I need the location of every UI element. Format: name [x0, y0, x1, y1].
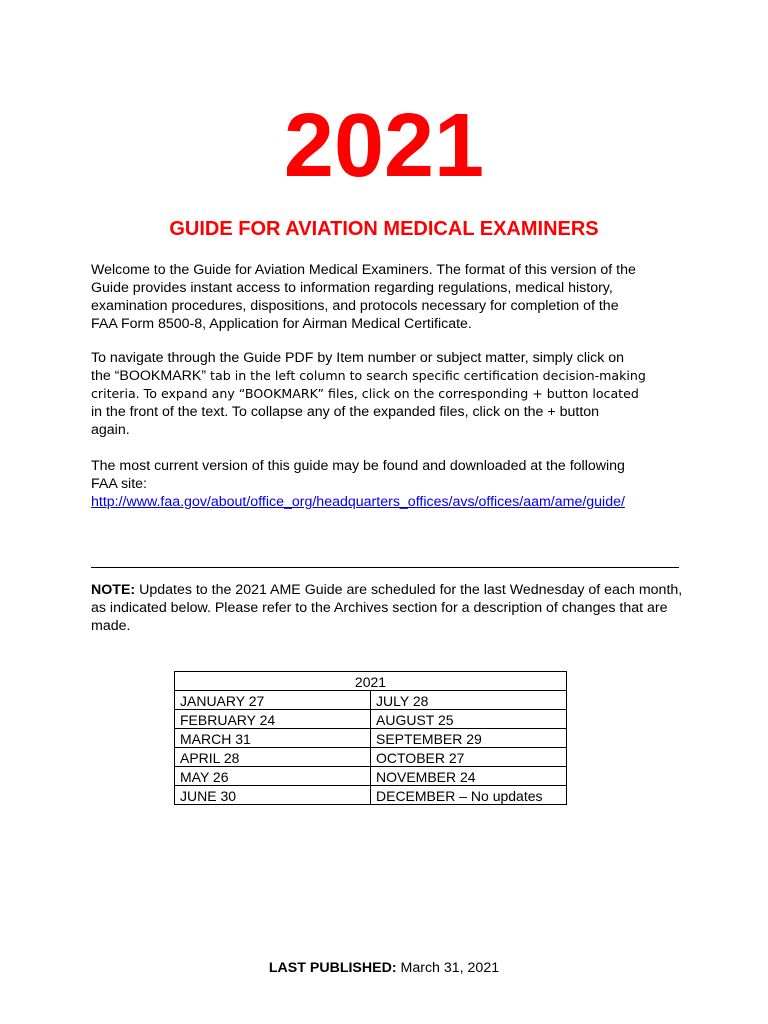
- text-line: criteria. To expand any “BOOKMARK” files, click on the corresponding + button located: [91, 386, 639, 401]
- table-header-year: 2021: [175, 672, 567, 691]
- last-published-line: [0, 959, 768, 977]
- document-year-heading: 2021: [283, 96, 485, 196]
- horizontal-divider: [91, 567, 679, 568]
- text-line: again.: [91, 422, 130, 438]
- text-fragment: tab in the left column to search specific certification decision-making: [210, 368, 646, 383]
- schedule-date-cell: JUNE 30: [175, 786, 371, 805]
- text-line: in the front of the text. To collapse any of the expanded files, click on the + button: [91, 404, 600, 420]
- table-row: [175, 786, 567, 805]
- intro-paragraph-welcome: [91, 261, 691, 333]
- update-note: [91, 581, 691, 635]
- schedule-date-cell: JULY 28: [371, 691, 567, 710]
- text-line: examination procedures, dispositions, and protocols necessary for completion of the: [91, 298, 619, 314]
- table-row: [175, 691, 567, 710]
- document-title: GUIDE FOR AVIATION MEDICAL EXAMINERS: [169, 218, 599, 240]
- schedule-date-cell: FEBRUARY 24: [175, 710, 371, 729]
- last-published-label: LAST PUBLISHED:: [268, 960, 397, 976]
- schedule-date-cell: APRIL 28: [175, 748, 371, 767]
- schedule-date-cell: OCTOBER 27: [371, 748, 567, 767]
- text-line: [91, 367, 691, 385]
- intro-paragraph-navigation: [91, 349, 691, 439]
- faa-guide-link[interactable]: http://www.faa.gov/about/office_org/headquarters_offices/avs/offices/aam/ame/guide/: [91, 494, 625, 510]
- note-label: NOTE:: [91, 582, 136, 598]
- schedule-date-cell: JANUARY 27: [175, 691, 371, 710]
- note-text: Updates to the 2021 AME Guide are scheduled for the last Wednesday of each month, as indicated below. Please refer to the Archives section for a description of changes that are made.: [91, 582, 683, 634]
- table-row: [175, 748, 567, 767]
- text-fragment: the “BOOKMARK”: [91, 368, 211, 384]
- text-line: The most current version of this guide may be found and downloaded at the following: [91, 458, 625, 474]
- table-header-row: [175, 672, 567, 691]
- last-published-date: March 31, 2021: [396, 960, 500, 976]
- text-line: FAA site:: [91, 476, 147, 492]
- update-schedule-table: [174, 671, 567, 805]
- text-line: Guide provides instant access to information regarding regulations, medical history,: [91, 280, 613, 296]
- text-line: FAA Form 8500-8, Application for Airman Medical Certificate.: [91, 316, 472, 332]
- intro-paragraph-download: [91, 457, 691, 511]
- schedule-date-cell: DECEMBER – No updates: [371, 786, 567, 805]
- schedule-date-cell: MAY 26: [175, 767, 371, 786]
- text-line: To navigate through the Guide PDF by Item number or subject matter, simply click on: [91, 350, 625, 366]
- table-row: [175, 767, 567, 786]
- table-row: [175, 729, 567, 748]
- schedule-date-cell: SEPTEMBER 29: [371, 729, 567, 748]
- schedule-date-cell: MARCH 31: [175, 729, 371, 748]
- schedule-date-cell: AUGUST 25: [371, 710, 567, 729]
- table-row: [175, 710, 567, 729]
- text-line: Welcome to the Guide for Aviation Medical Examiners. The format of this version of the: [91, 262, 636, 278]
- schedule-date-cell: NOVEMBER 24: [371, 767, 567, 786]
